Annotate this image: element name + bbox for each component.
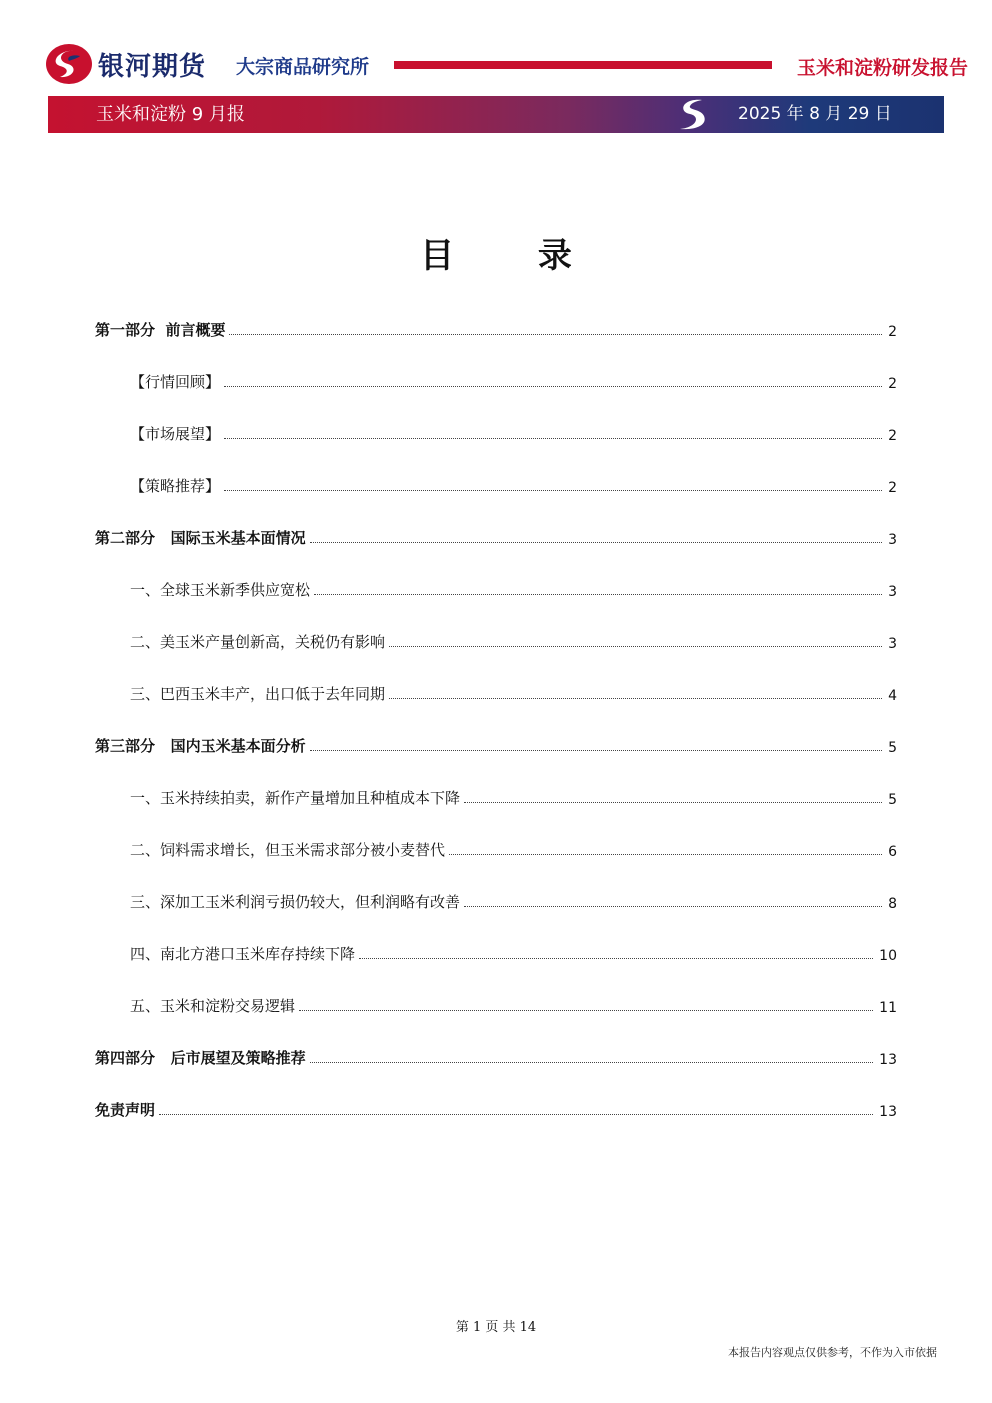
toc-entry-page: 2 bbox=[888, 324, 897, 340]
toc-entry[interactable] bbox=[130, 422, 897, 444]
toc-entry-label: 四、南北方港口玉米库存持续下降 bbox=[130, 945, 356, 963]
toc-entry-page: 2 bbox=[888, 376, 897, 392]
report-type: 玉米和淀粉研发报告 bbox=[796, 57, 968, 79]
toc-entry-label: 第二部分 国际玉米基本面情况 bbox=[95, 529, 306, 547]
toc-entry-label: 一、全球玉米新季供应宽松 bbox=[130, 581, 311, 599]
toc-entry-page: 11 bbox=[879, 1000, 897, 1016]
toc-leader bbox=[229, 334, 882, 335]
institute-name: 大宗商品研究所 bbox=[236, 56, 370, 78]
toc-leader bbox=[314, 594, 882, 595]
toc-entry-page: 8 bbox=[888, 896, 897, 912]
toc-entry[interactable] bbox=[130, 630, 897, 652]
toc-entry-label: 一、玉米持续拍卖，新作产量增加且种植成本下降 bbox=[130, 789, 461, 807]
toc-entry-page: 4 bbox=[888, 688, 897, 704]
toc-leader bbox=[310, 542, 882, 543]
toc-entry[interactable] bbox=[95, 526, 897, 548]
toc-entry-page: 13 bbox=[879, 1052, 897, 1068]
toc-entry-page: 2 bbox=[888, 428, 897, 444]
toc-leader bbox=[389, 646, 882, 647]
toc-leader bbox=[224, 490, 882, 491]
toc-entry-label: 三、深加工玉米利润亏损仍较大，但利润略有改善 bbox=[130, 893, 461, 911]
toc-entry-label: 【策略推荐】 bbox=[130, 477, 221, 495]
toc-leader bbox=[359, 958, 873, 959]
galaxy-swoosh-icon bbox=[668, 96, 712, 133]
toc-entry[interactable] bbox=[95, 1098, 897, 1120]
toc-entry-label: 第四部分 后市展望及策略推荐 bbox=[95, 1049, 306, 1067]
toc-entry[interactable] bbox=[95, 1046, 897, 1068]
toc-entry[interactable] bbox=[130, 578, 897, 600]
toc-title: 目 录 bbox=[420, 236, 608, 276]
toc-leader bbox=[389, 698, 882, 699]
toc-entry[interactable] bbox=[130, 890, 897, 912]
header-banner bbox=[48, 96, 944, 133]
toc-entry-page: 10 bbox=[879, 948, 897, 964]
report-date: 2025 年 8 月 29 日 bbox=[738, 104, 892, 124]
toc-entry-page: 3 bbox=[888, 636, 897, 652]
brand-name: 银河期货 bbox=[98, 52, 207, 82]
toc-entry[interactable] bbox=[130, 370, 897, 392]
toc-entry-label: 五、玉米和淀粉交易逻辑 bbox=[130, 997, 296, 1015]
toc-leader bbox=[310, 750, 882, 751]
footer-disclaimer: 本报告内容观点仅供参考，不作为入市依据 bbox=[728, 1346, 937, 1359]
toc-entry-label: 第一部分 前言概要 bbox=[95, 321, 226, 339]
toc-leader bbox=[159, 1114, 873, 1115]
page-number: 第 1 页 共 14 bbox=[455, 1320, 537, 1335]
toc-entry-page: 2 bbox=[888, 480, 897, 496]
toc-entry[interactable] bbox=[130, 786, 897, 808]
header-divider bbox=[394, 61, 772, 69]
toc-leader bbox=[224, 438, 882, 439]
toc-leader bbox=[299, 1010, 873, 1011]
galaxy-logo-icon bbox=[44, 42, 94, 86]
toc-leader bbox=[310, 1062, 874, 1063]
toc-entry-label: 二、饲料需求增长，但玉米需求部分被小麦替代 bbox=[130, 841, 446, 859]
toc-entry[interactable] bbox=[130, 994, 897, 1016]
toc-entry-page: 5 bbox=[888, 792, 897, 808]
toc-entry-label: 【市场展望】 bbox=[130, 425, 221, 443]
toc-entry-page: 3 bbox=[888, 584, 897, 600]
toc-entry-label: 二、美玉米产量创新高，关税仍有影响 bbox=[130, 633, 386, 651]
toc-leader bbox=[464, 802, 882, 803]
toc-entry-label: 三、巴西玉米丰产，出口低于去年同期 bbox=[130, 685, 386, 703]
toc-entry[interactable] bbox=[95, 734, 897, 756]
toc-entry-page: 6 bbox=[888, 844, 897, 860]
toc-entry[interactable] bbox=[130, 474, 897, 496]
toc-entry-label: 第三部分 国内玉米基本面分析 bbox=[95, 737, 306, 755]
toc-leader bbox=[464, 906, 882, 907]
toc-entry[interactable] bbox=[95, 318, 897, 340]
toc-entry[interactable] bbox=[130, 942, 897, 964]
toc-entry[interactable] bbox=[130, 682, 897, 704]
toc-entry-label: 免责声明 bbox=[95, 1101, 156, 1119]
banner-report-title: 玉米和淀粉 9 月报 bbox=[96, 104, 245, 125]
toc-entry-page: 3 bbox=[888, 532, 897, 548]
toc-leader bbox=[449, 854, 882, 855]
toc-entry-label: 【行情回顾】 bbox=[130, 373, 221, 391]
toc-entry-page: 5 bbox=[888, 740, 897, 756]
toc-leader bbox=[224, 386, 882, 387]
toc-entry-page: 13 bbox=[879, 1104, 897, 1120]
toc-entry[interactable] bbox=[130, 838, 897, 860]
